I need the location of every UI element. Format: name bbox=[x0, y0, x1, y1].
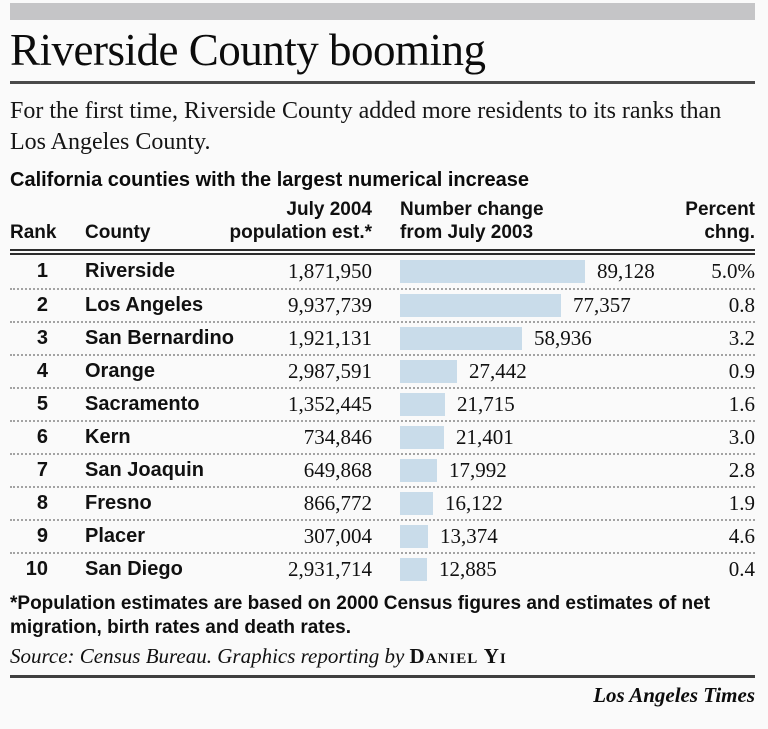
bottom-divider bbox=[10, 675, 755, 678]
rank-cell: 6 bbox=[36, 426, 48, 449]
change-cell bbox=[400, 425, 680, 450]
change-value: 27,442 bbox=[469, 359, 527, 384]
population-cell: 1,871,950 bbox=[288, 259, 372, 284]
change-value: 16,122 bbox=[445, 491, 503, 516]
title-divider bbox=[10, 81, 755, 84]
county-cell: San Joaquin bbox=[85, 459, 204, 482]
change-value: 13,374 bbox=[440, 524, 498, 549]
change-bar bbox=[400, 327, 522, 350]
change-value: 17,992 bbox=[449, 458, 507, 483]
population-cell: 2,987,591 bbox=[288, 359, 372, 384]
table-row bbox=[10, 486, 755, 519]
source-line bbox=[10, 644, 755, 669]
page-title: Riverside County booming bbox=[10, 25, 486, 75]
change-cell bbox=[400, 524, 680, 549]
change-cell bbox=[400, 326, 680, 351]
column-header-population-line2: population est.* bbox=[229, 221, 372, 243]
column-header-change bbox=[400, 199, 680, 244]
table-row bbox=[10, 387, 755, 420]
change-cell bbox=[400, 293, 680, 318]
column-header-population-line1: July 2004 bbox=[286, 199, 372, 221]
change-cell bbox=[400, 491, 680, 516]
table-row bbox=[10, 552, 755, 585]
population-cell: 9,937,739 bbox=[288, 293, 372, 318]
rank-cell: 7 bbox=[36, 459, 48, 482]
table-row bbox=[10, 255, 755, 288]
rank-cell: 8 bbox=[36, 492, 48, 515]
county-cell: Placer bbox=[85, 525, 146, 548]
rank-cell: 2 bbox=[36, 294, 48, 317]
change-value: 89,128 bbox=[597, 259, 655, 284]
county-cell: San Diego bbox=[85, 558, 183, 581]
change-value: 58,936 bbox=[534, 326, 592, 351]
intro-text: For the first time, Riverside County added more residents to its ranks than Los Angeles County. bbox=[10, 98, 722, 155]
change-cell bbox=[400, 557, 680, 582]
table-row bbox=[10, 519, 755, 552]
county-cell: Orange bbox=[85, 360, 156, 383]
rank-cell: 3 bbox=[36, 327, 48, 350]
county-cell: Sacramento bbox=[85, 393, 200, 416]
rank-cell: 4 bbox=[36, 360, 48, 383]
table-row bbox=[10, 420, 755, 453]
percent-cell: 4.6 bbox=[728, 524, 755, 549]
column-header-county: County bbox=[85, 221, 151, 243]
table-row bbox=[10, 453, 755, 486]
county-cell: Riverside bbox=[85, 260, 176, 283]
population-cell: 307,004 bbox=[303, 524, 372, 549]
change-bar bbox=[400, 426, 444, 449]
change-bar bbox=[400, 360, 457, 383]
change-bar bbox=[400, 294, 561, 317]
rank-cell: 5 bbox=[36, 393, 48, 416]
change-value: 21,401 bbox=[456, 425, 514, 450]
change-bar bbox=[400, 393, 445, 416]
change-value: 77,357 bbox=[573, 293, 631, 318]
change-value: 21,715 bbox=[457, 392, 515, 417]
table-row bbox=[10, 354, 755, 387]
percent-cell: 1.9 bbox=[728, 491, 755, 516]
rank-cell: 9 bbox=[36, 525, 48, 548]
percent-cell: 5.0% bbox=[711, 259, 755, 284]
change-bar bbox=[400, 558, 427, 581]
change-bar bbox=[400, 525, 428, 548]
population-cell: 1,921,131 bbox=[288, 326, 372, 351]
population-cell: 2,931,714 bbox=[288, 557, 372, 582]
rank-cell: 10 bbox=[25, 558, 48, 581]
change-bar bbox=[400, 492, 433, 515]
table-row bbox=[10, 288, 755, 321]
change-value: 12,885 bbox=[439, 557, 497, 582]
column-header-percent bbox=[680, 199, 755, 244]
source-text: Source: Census Bureau. Graphics reporting by bbox=[10, 644, 410, 669]
change-cell bbox=[400, 458, 680, 483]
column-header-change-line2: from July 2003 bbox=[400, 221, 534, 243]
top-gray-bar bbox=[10, 3, 755, 20]
percent-cell: 2.8 bbox=[728, 458, 755, 483]
change-bar bbox=[400, 260, 585, 283]
population-cell: 866,772 bbox=[303, 491, 372, 516]
table-row bbox=[10, 321, 755, 354]
county-cell: San Bernardino bbox=[85, 327, 234, 350]
change-cell bbox=[400, 359, 680, 384]
percent-cell: 3.2 bbox=[728, 326, 755, 351]
percent-cell: 0.4 bbox=[728, 557, 755, 582]
column-header-percent-line1: Percent bbox=[685, 199, 755, 221]
county-cell: Los Angeles bbox=[85, 294, 204, 317]
county-cell: Fresno bbox=[85, 492, 152, 515]
percent-cell: 0.9 bbox=[728, 359, 755, 384]
change-bar bbox=[400, 459, 437, 482]
table-body bbox=[10, 255, 755, 585]
change-cell bbox=[400, 392, 680, 417]
footnote-text: *Population estimates are based on 2000 Census figures and estimates of net migration, birth rates and death rates. bbox=[10, 593, 711, 639]
chart-heading: California counties with the largest numerical increase bbox=[10, 169, 530, 192]
column-header-change-line1: Number change bbox=[400, 199, 544, 221]
column-header-rank: Rank bbox=[10, 221, 57, 243]
byline-name: Daniel Yi bbox=[409, 644, 507, 669]
percent-cell: 0.8 bbox=[728, 293, 755, 318]
change-cell bbox=[400, 259, 680, 284]
population-cell: 1,352,445 bbox=[288, 392, 372, 417]
publication-credit: Los Angeles Times bbox=[593, 683, 755, 708]
county-cell: Kern bbox=[85, 426, 131, 449]
percent-cell: 1.6 bbox=[728, 392, 755, 417]
population-cell: 734,846 bbox=[303, 425, 372, 450]
column-header-population bbox=[225, 199, 372, 244]
table-header bbox=[10, 199, 755, 249]
population-cell: 649,868 bbox=[303, 458, 372, 483]
rank-cell: 1 bbox=[36, 260, 48, 283]
column-header-percent-line2: chng. bbox=[704, 221, 755, 243]
percent-cell: 3.0 bbox=[728, 425, 755, 450]
